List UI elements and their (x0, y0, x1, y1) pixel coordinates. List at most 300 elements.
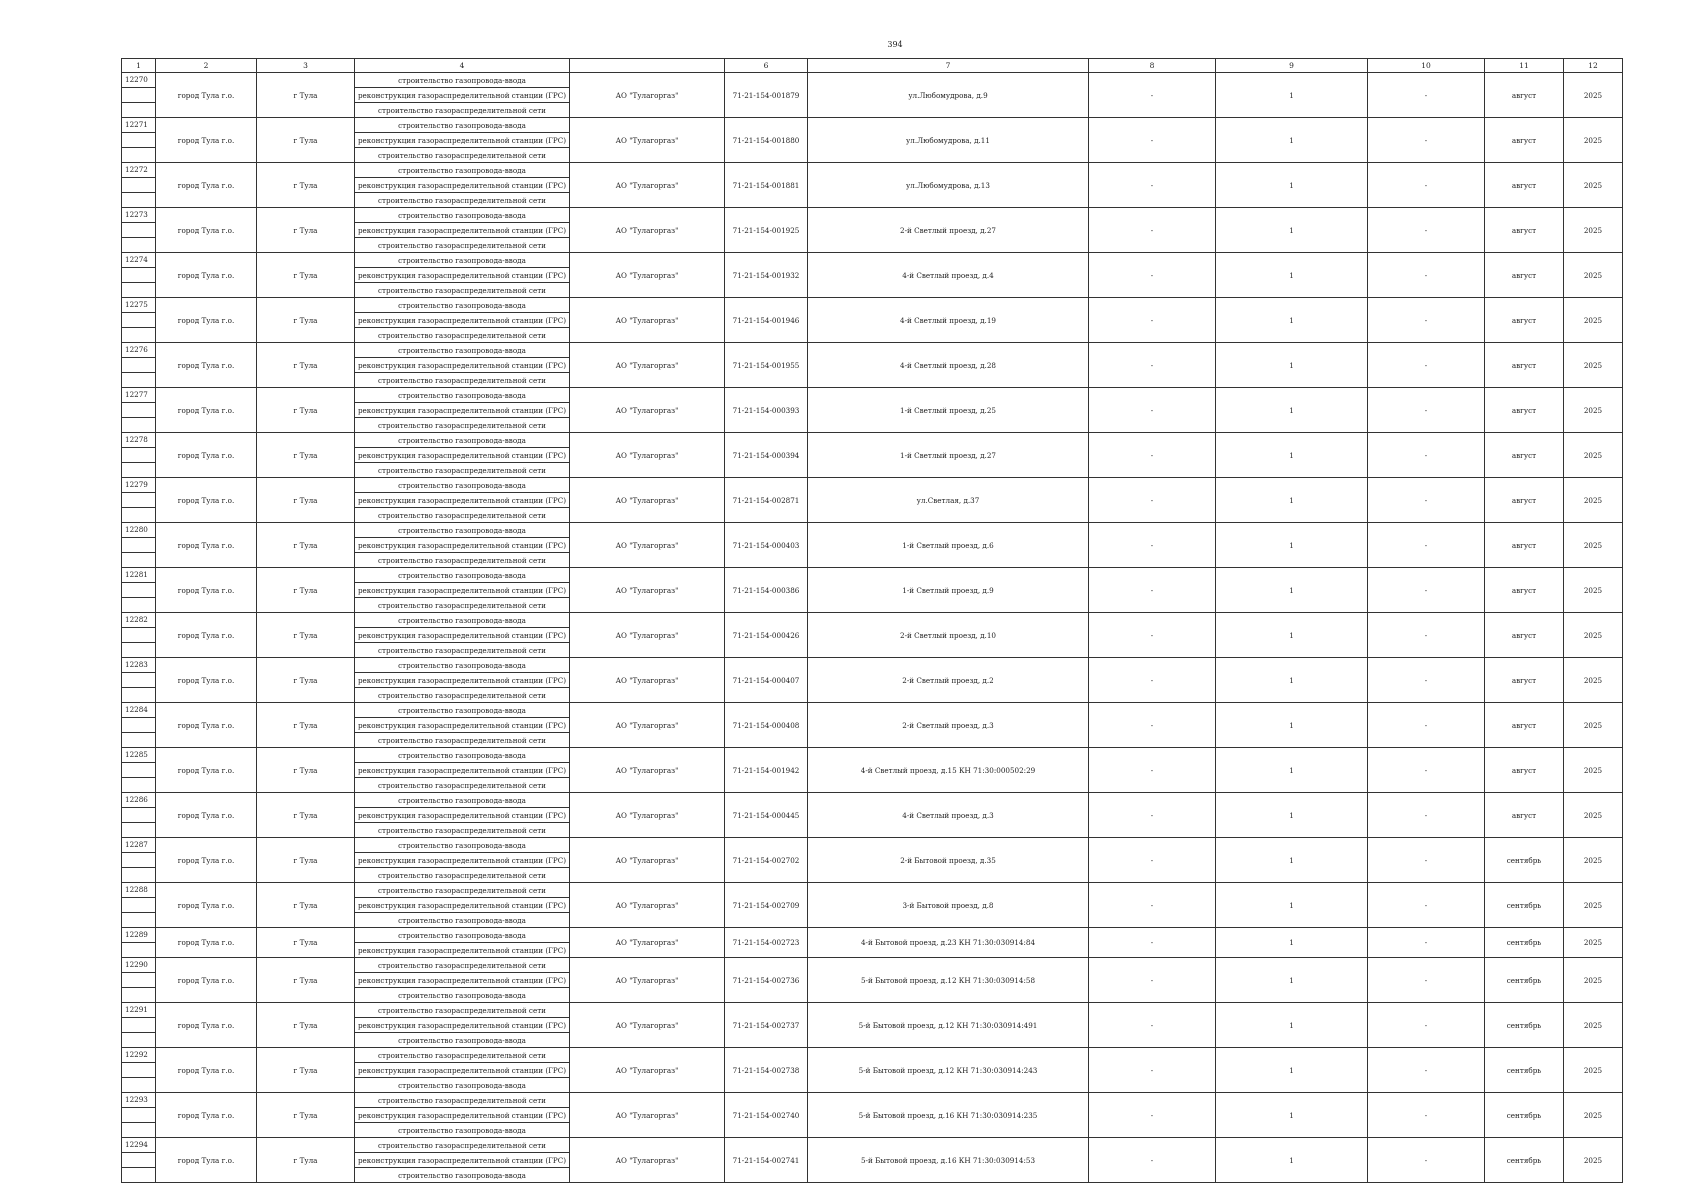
header-row (122, 59, 1623, 73)
work-type-cell: реконструкция газораспределительной станции (ГРС) (355, 898, 570, 913)
settlement-cell: г Тула (257, 298, 355, 343)
table-row (122, 748, 1623, 763)
municipality-cell: город Тула г.о. (156, 1048, 257, 1093)
settlement-cell: г Тула (257, 703, 355, 748)
address-cell: 5-й Бытовой проезд, д.16 КН 71:30:030914:53 (808, 1138, 1089, 1183)
year-cell: 2025 (1564, 1138, 1623, 1183)
month-cell: август (1485, 523, 1564, 568)
settlement-cell: г Тула (257, 658, 355, 703)
col8-cell: - (1089, 613, 1216, 658)
work-type-cell: реконструкция газораспределительной станции (ГРС) (355, 313, 570, 328)
organization-cell: АО "Тулагоргаз" (570, 1048, 725, 1093)
month-cell: сентябрь (1485, 1003, 1564, 1048)
organization-cell: АО "Тулагоргаз" (570, 208, 725, 253)
table-row (122, 523, 1623, 538)
month-cell: сентябрь (1485, 1048, 1564, 1093)
work-type-cell: строительство газораспределительной сети (355, 688, 570, 703)
col10-cell: - (1368, 703, 1485, 748)
column-header: 8 (1089, 59, 1216, 73)
work-type-cell: реконструкция газораспределительной станции (ГРС) (355, 973, 570, 988)
count-cell: 1 (1216, 1003, 1368, 1048)
gasification-table (121, 58, 1623, 1183)
col10-cell: - (1368, 388, 1485, 433)
work-type-cell: реконструкция газораспределительной станции (ГРС) (355, 133, 570, 148)
col8-cell: - (1089, 118, 1216, 163)
organization-cell: АО "Тулагоргаз" (570, 928, 725, 958)
count-cell: 1 (1216, 163, 1368, 208)
record-id: 12280 (122, 523, 156, 538)
work-type-cell: строительство газопровода-ввода (355, 1033, 570, 1048)
settlement-cell: г Тула (257, 388, 355, 433)
table-row (122, 793, 1623, 808)
work-type-cell: реконструкция газораспределительной станции (ГРС) (355, 1108, 570, 1123)
month-cell: сентябрь (1485, 1093, 1564, 1138)
count-cell: 1 (1216, 568, 1368, 613)
object-code-cell: 71-21-154-002736 (725, 958, 808, 1003)
col8-cell: - (1089, 298, 1216, 343)
record-id: 12278 (122, 433, 156, 448)
settlement-cell: г Тула (257, 163, 355, 208)
work-type-cell: строительство газопровода-ввода (355, 1168, 570, 1183)
col10-cell: - (1368, 208, 1485, 253)
object-code-cell: 71-21-154-000393 (725, 388, 808, 433)
work-type-cell: строительство газораспределительной сети (355, 778, 570, 793)
municipality-cell: город Тула г.о. (156, 118, 257, 163)
record-id-spacer (122, 718, 156, 733)
record-id-spacer (122, 808, 156, 823)
table-row (122, 958, 1623, 973)
month-cell: август (1485, 703, 1564, 748)
count-cell: 1 (1216, 1048, 1368, 1093)
object-code-cell: 71-21-154-002741 (725, 1138, 808, 1183)
organization-cell: АО "Тулагоргаз" (570, 1138, 725, 1183)
count-cell: 1 (1216, 253, 1368, 298)
record-id-spacer (122, 1123, 156, 1138)
object-code-cell: 71-21-154-000445 (725, 793, 808, 838)
month-cell: август (1485, 478, 1564, 523)
col10-cell: - (1368, 298, 1485, 343)
col8-cell: - (1089, 928, 1216, 958)
work-type-cell: строительство газопровода-ввода (355, 523, 570, 538)
column-header (570, 59, 725, 73)
record-id-spacer (122, 238, 156, 253)
organization-cell: АО "Тулагоргаз" (570, 883, 725, 928)
record-id-spacer (122, 418, 156, 433)
municipality-cell: город Тула г.о. (156, 523, 257, 568)
organization-cell: АО "Тулагоргаз" (570, 388, 725, 433)
record-id: 12288 (122, 883, 156, 898)
count-cell: 1 (1216, 883, 1368, 928)
work-type-cell: строительство газопровода-ввода (355, 928, 570, 943)
municipality-cell: город Тула г.о. (156, 433, 257, 478)
work-type-cell: реконструкция газораспределительной станции (ГРС) (355, 1063, 570, 1078)
record-id-spacer (122, 763, 156, 778)
col8-cell: - (1089, 1093, 1216, 1138)
organization-cell: АО "Тулагоргаз" (570, 118, 725, 163)
object-code-cell: 71-21-154-002871 (725, 478, 808, 523)
municipality-cell: город Тула г.о. (156, 883, 257, 928)
col10-cell: - (1368, 958, 1485, 1003)
organization-cell: АО "Тулагоргаз" (570, 253, 725, 298)
record-id-spacer (122, 628, 156, 643)
count-cell: 1 (1216, 838, 1368, 883)
table-row (122, 73, 1623, 88)
work-type-cell: строительство газораспределительной сети (355, 553, 570, 568)
record-id: 12284 (122, 703, 156, 718)
work-type-cell: реконструкция газораспределительной станции (ГРС) (355, 1018, 570, 1033)
record-id-spacer (122, 313, 156, 328)
record-id-spacer (122, 328, 156, 343)
settlement-cell: г Тула (257, 613, 355, 658)
count-cell: 1 (1216, 958, 1368, 1003)
work-type-cell: строительство газопровода-ввода (355, 478, 570, 493)
municipality-cell: город Тула г.о. (156, 1138, 257, 1183)
record-id: 12293 (122, 1093, 156, 1108)
count-cell: 1 (1216, 928, 1368, 958)
address-cell: 1-й Светлый проезд, д.25 (808, 388, 1089, 433)
address-cell: 4-й Бытовой проезд, д.23 КН 71:30:030914:84 (808, 928, 1089, 958)
work-type-cell: реконструкция газораспределительной станции (ГРС) (355, 223, 570, 238)
record-id: 12275 (122, 298, 156, 313)
organization-cell: АО "Тулагоргаз" (570, 568, 725, 613)
record-id: 12279 (122, 478, 156, 493)
year-cell: 2025 (1564, 793, 1623, 838)
col8-cell: - (1089, 343, 1216, 388)
work-type-cell: строительство газораспределительной сети (355, 418, 570, 433)
record-id: 12291 (122, 1003, 156, 1018)
work-type-cell: реконструкция газораспределительной станции (ГРС) (355, 403, 570, 418)
count-cell: 1 (1216, 658, 1368, 703)
record-id: 12289 (122, 928, 156, 943)
settlement-cell: г Тула (257, 1048, 355, 1093)
municipality-cell: город Тула г.о. (156, 748, 257, 793)
col8-cell: - (1089, 568, 1216, 613)
col10-cell: - (1368, 253, 1485, 298)
month-cell: август (1485, 793, 1564, 838)
col8-cell: - (1089, 958, 1216, 1003)
col8-cell: - (1089, 703, 1216, 748)
work-type-cell: строительство газопровода-ввода (355, 568, 570, 583)
record-id-spacer (122, 1153, 156, 1168)
col8-cell: - (1089, 658, 1216, 703)
municipality-cell: город Тула г.о. (156, 388, 257, 433)
table-row (122, 253, 1623, 268)
record-id-spacer (122, 1018, 156, 1033)
record-id: 12292 (122, 1048, 156, 1063)
table-row (122, 388, 1623, 403)
col10-cell: - (1368, 928, 1485, 958)
record-id-spacer (122, 448, 156, 463)
address-cell: ул.Любомудрова, д.11 (808, 118, 1089, 163)
work-type-cell: реконструкция газораспределительной станции (ГРС) (355, 538, 570, 553)
record-id-spacer (122, 268, 156, 283)
object-code-cell: 71-21-154-000403 (725, 523, 808, 568)
settlement-cell: г Тула (257, 748, 355, 793)
work-type-cell: реконструкция газораспределительной станции (ГРС) (355, 718, 570, 733)
year-cell: 2025 (1564, 343, 1623, 388)
table-row (122, 658, 1623, 673)
settlement-cell: г Тула (257, 1093, 355, 1138)
settlement-cell: г Тула (257, 928, 355, 958)
address-cell: 2-й Светлый проезд, д.27 (808, 208, 1089, 253)
col10-cell: - (1368, 793, 1485, 838)
organization-cell: АО "Тулагоргаз" (570, 958, 725, 1003)
municipality-cell: город Тула г.о. (156, 163, 257, 208)
record-id-spacer (122, 643, 156, 658)
organization-cell: АО "Тулагоргаз" (570, 523, 725, 568)
work-type-cell: реконструкция газораспределительной станции (ГРС) (355, 853, 570, 868)
month-cell: август (1485, 73, 1564, 118)
address-cell: 1-й Светлый проезд, д.27 (808, 433, 1089, 478)
object-code-cell: 71-21-154-001879 (725, 73, 808, 118)
record-id-spacer (122, 178, 156, 193)
work-type-cell: строительство газопровода-ввода (355, 163, 570, 178)
record-id-spacer (122, 1078, 156, 1093)
record-id: 12276 (122, 343, 156, 358)
table-row (122, 1093, 1623, 1108)
object-code-cell: 71-21-154-002740 (725, 1093, 808, 1138)
municipality-cell: город Тула г.о. (156, 343, 257, 388)
object-code-cell: 71-21-154-001881 (725, 163, 808, 208)
col10-cell: - (1368, 1003, 1485, 1048)
municipality-cell: город Тула г.о. (156, 658, 257, 703)
col10-cell: - (1368, 1093, 1485, 1138)
col8-cell: - (1089, 748, 1216, 793)
col8-cell: - (1089, 1003, 1216, 1048)
table-row (122, 433, 1623, 448)
table-row (122, 568, 1623, 583)
col8-cell: - (1089, 1138, 1216, 1183)
col8-cell: - (1089, 208, 1216, 253)
work-type-cell: строительство газопровода-ввода (355, 613, 570, 628)
work-type-cell: реконструкция газораспределительной станции (ГРС) (355, 88, 570, 103)
year-cell: 2025 (1564, 73, 1623, 118)
table-row (122, 343, 1623, 358)
year-cell: 2025 (1564, 163, 1623, 208)
address-cell: 5-й Бытовой проезд, д.12 КН 71:30:030914:491 (808, 1003, 1089, 1048)
column-header: 12 (1564, 59, 1623, 73)
record-id-spacer (122, 1063, 156, 1078)
month-cell: сентябрь (1485, 838, 1564, 883)
col10-cell: - (1368, 568, 1485, 613)
month-cell: август (1485, 163, 1564, 208)
work-type-cell: реконструкция газораспределительной станции (ГРС) (355, 178, 570, 193)
year-cell: 2025 (1564, 208, 1623, 253)
col8-cell: - (1089, 253, 1216, 298)
work-type-cell: строительство газораспределительной сети (355, 733, 570, 748)
work-type-cell: реконструкция газораспределительной станции (ГРС) (355, 628, 570, 643)
record-id-spacer (122, 583, 156, 598)
work-type-cell: строительство газопровода-ввода (355, 658, 570, 673)
year-cell: 2025 (1564, 658, 1623, 703)
object-code-cell: 71-21-154-002738 (725, 1048, 808, 1093)
address-cell: 2-й Светлый проезд, д.10 (808, 613, 1089, 658)
count-cell: 1 (1216, 613, 1368, 658)
object-code-cell: 71-21-154-002709 (725, 883, 808, 928)
count-cell: 1 (1216, 748, 1368, 793)
work-type-cell: строительство газораспределительной сети (355, 598, 570, 613)
record-id-spacer (122, 778, 156, 793)
page-number: 394 (887, 40, 903, 49)
work-type-cell: строительство газопровода-ввода (355, 1123, 570, 1138)
work-type-cell: строительство газораспределительной сети (355, 463, 570, 478)
col8-cell: - (1089, 1048, 1216, 1093)
record-id-spacer (122, 733, 156, 748)
record-id-spacer (122, 373, 156, 388)
record-id: 12282 (122, 613, 156, 628)
record-id-spacer (122, 223, 156, 238)
record-id-spacer (122, 403, 156, 418)
object-code-cell: 71-21-154-000386 (725, 568, 808, 613)
table-row (122, 163, 1623, 178)
year-cell: 2025 (1564, 1003, 1623, 1048)
count-cell: 1 (1216, 1093, 1368, 1138)
record-id: 12285 (122, 748, 156, 763)
settlement-cell: г Тула (257, 478, 355, 523)
col8-cell: - (1089, 433, 1216, 478)
address-cell: 5-й Бытовой проезд, д.12 КН 71:30:030914:58 (808, 958, 1089, 1003)
record-id: 12277 (122, 388, 156, 403)
organization-cell: АО "Тулагоргаз" (570, 793, 725, 838)
col8-cell: - (1089, 793, 1216, 838)
record-id-spacer (122, 853, 156, 868)
record-id-spacer (122, 88, 156, 103)
organization-cell: АО "Тулагоргаз" (570, 343, 725, 388)
settlement-cell: г Тула (257, 433, 355, 478)
municipality-cell: город Тула г.о. (156, 958, 257, 1003)
table-row (122, 883, 1623, 898)
table-row (122, 703, 1623, 718)
record-id-spacer (122, 283, 156, 298)
column-header: 10 (1368, 59, 1485, 73)
record-id-spacer (122, 973, 156, 988)
record-id-spacer (122, 988, 156, 1003)
work-type-cell: реконструкция газораспределительной станции (ГРС) (355, 268, 570, 283)
table-row (122, 928, 1623, 943)
year-cell: 2025 (1564, 1048, 1623, 1093)
month-cell: август (1485, 343, 1564, 388)
work-type-cell: строительство газопровода-ввода (355, 298, 570, 313)
work-type-cell: строительство газопровода-ввода (355, 433, 570, 448)
settlement-cell: г Тула (257, 568, 355, 613)
address-cell: 4-й Светлый проезд, д.19 (808, 298, 1089, 343)
col10-cell: - (1368, 118, 1485, 163)
work-type-cell: строительство газопровода-ввода (355, 253, 570, 268)
work-type-cell: строительство газораспределительной сети (355, 283, 570, 298)
object-code-cell: 71-21-154-002737 (725, 1003, 808, 1048)
record-id-spacer (122, 823, 156, 838)
work-type-cell: реконструкция газораспределительной станции (ГРС) (355, 358, 570, 373)
col10-cell: - (1368, 613, 1485, 658)
col10-cell: - (1368, 838, 1485, 883)
record-id-spacer (122, 913, 156, 928)
object-code-cell: 71-21-154-000408 (725, 703, 808, 748)
work-type-cell: строительство газопровода-ввода (355, 703, 570, 718)
work-type-cell: строительство газораспределительной сети (355, 868, 570, 883)
column-header: 11 (1485, 59, 1564, 73)
year-cell: 2025 (1564, 1093, 1623, 1138)
record-id: 12294 (122, 1138, 156, 1153)
record-id-spacer (122, 1108, 156, 1123)
month-cell: август (1485, 433, 1564, 478)
record-id-spacer (122, 898, 156, 913)
table-body (122, 59, 1623, 1183)
settlement-cell: г Тула (257, 883, 355, 928)
record-id-spacer (122, 598, 156, 613)
column-header: 9 (1216, 59, 1368, 73)
address-cell: 5-й Бытовой проезд, д.12 КН 71:30:030914:243 (808, 1048, 1089, 1093)
record-id: 12270 (122, 73, 156, 88)
organization-cell: АО "Тулагоргаз" (570, 1003, 725, 1048)
col8-cell: - (1089, 883, 1216, 928)
settlement-cell: г Тула (257, 208, 355, 253)
record-id: 12281 (122, 568, 156, 583)
address-cell: 4-й Светлый проезд, д.4 (808, 253, 1089, 298)
col10-cell: - (1368, 478, 1485, 523)
address-cell: 4-й Светлый проезд, д.15 КН 71:30:000502:29 (808, 748, 1089, 793)
table-row (122, 1048, 1623, 1063)
col10-cell: - (1368, 1048, 1485, 1093)
count-cell: 1 (1216, 208, 1368, 253)
municipality-cell: город Тула г.о. (156, 298, 257, 343)
object-code-cell: 71-21-154-001880 (725, 118, 808, 163)
year-cell: 2025 (1564, 118, 1623, 163)
col10-cell: - (1368, 883, 1485, 928)
address-cell: 1-й Светлый проезд, д.9 (808, 568, 1089, 613)
record-id-spacer (122, 193, 156, 208)
count-cell: 1 (1216, 118, 1368, 163)
year-cell: 2025 (1564, 433, 1623, 478)
address-cell: 5-й Бытовой проезд, д.16 КН 71:30:030914:235 (808, 1093, 1089, 1138)
record-id: 12286 (122, 793, 156, 808)
month-cell: август (1485, 568, 1564, 613)
work-type-cell: строительство газораспределительной сети (355, 1093, 570, 1108)
table-row (122, 613, 1623, 628)
record-id-spacer (122, 148, 156, 163)
work-type-cell: строительство газопровода-ввода (355, 208, 570, 223)
record-id-spacer (122, 493, 156, 508)
work-type-cell: строительство газопровода-ввода (355, 988, 570, 1003)
year-cell: 2025 (1564, 703, 1623, 748)
year-cell: 2025 (1564, 253, 1623, 298)
col10-cell: - (1368, 658, 1485, 703)
address-cell: ул.Светлая, д.37 (808, 478, 1089, 523)
month-cell: сентябрь (1485, 1138, 1564, 1183)
month-cell: август (1485, 613, 1564, 658)
address-cell: 4-й Светлый проезд, д.3 (808, 793, 1089, 838)
record-id-spacer (122, 868, 156, 883)
record-id-spacer (122, 538, 156, 553)
column-header: 7 (808, 59, 1089, 73)
month-cell: август (1485, 253, 1564, 298)
settlement-cell: г Тула (257, 73, 355, 118)
month-cell: август (1485, 658, 1564, 703)
municipality-cell: город Тула г.о. (156, 208, 257, 253)
work-type-cell: строительство газораспределительной сети (355, 958, 570, 973)
column-header: 4 (355, 59, 570, 73)
count-cell: 1 (1216, 523, 1368, 568)
table-row (122, 1003, 1623, 1018)
object-code-cell: 71-21-154-001955 (725, 343, 808, 388)
month-cell: август (1485, 118, 1564, 163)
record-id-spacer (122, 508, 156, 523)
month-cell: сентябрь (1485, 928, 1564, 958)
organization-cell: АО "Тулагоргаз" (570, 748, 725, 793)
record-id: 12271 (122, 118, 156, 133)
month-cell: август (1485, 208, 1564, 253)
work-type-cell: строительство газораспределительной сети (355, 238, 570, 253)
settlement-cell: г Тула (257, 1003, 355, 1048)
